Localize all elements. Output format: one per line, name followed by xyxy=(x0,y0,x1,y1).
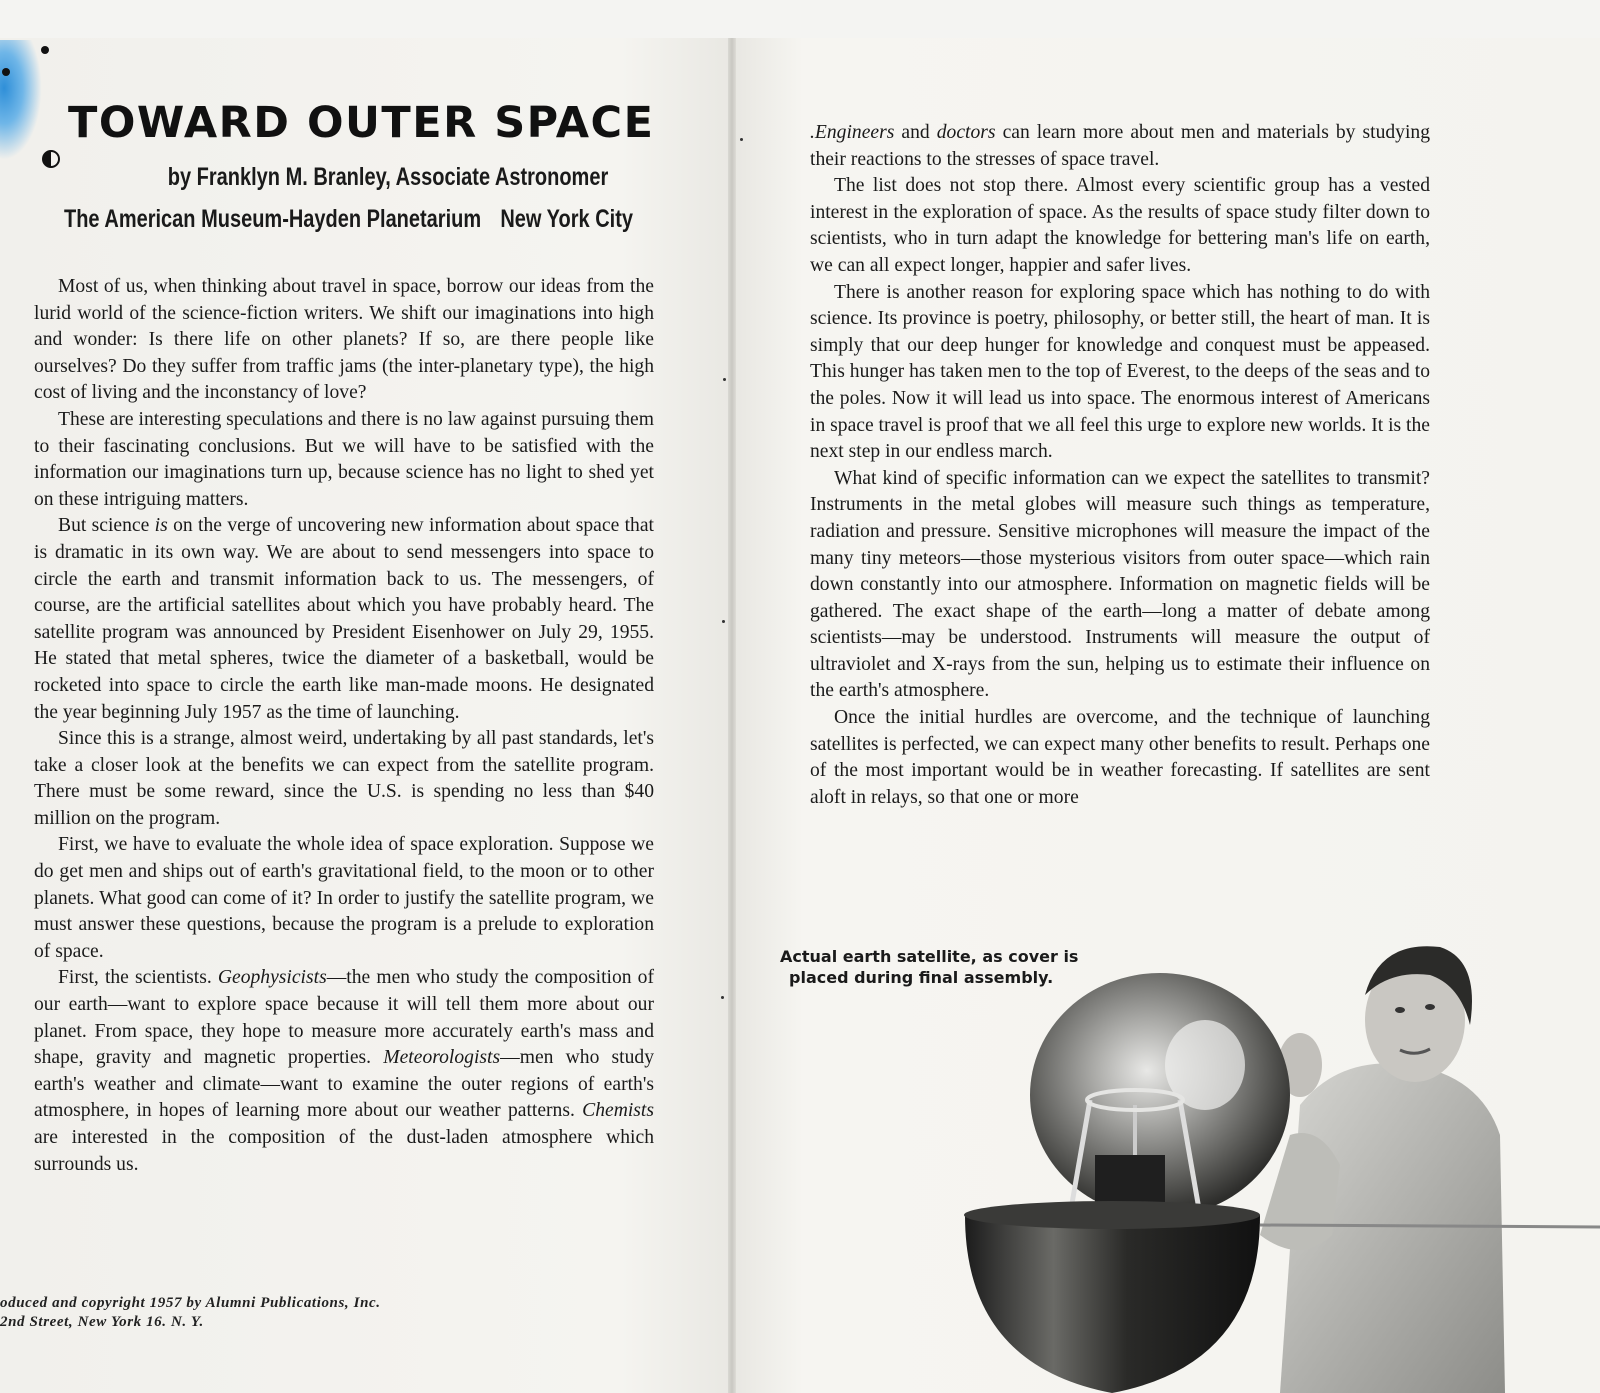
paragraph: What kind of specific information can we expect the satellites to transmit? Instruments in the metal globes will measure such things as temperature, radiation and pressure. Sensitive microphones will measure the impact of the many tiny meteors—those mysterious visitors from outer space—which rain down constantly into our atmosphere. Information on magnetic fields will be gathered. The exact shape of the earth—long a matter of debate among scientists—may be understood. Instruments will measure the output of ultraviolet and X-rays from the sun, helping us to estimate their influence on the earth's atmosphere. xyxy=(810,467,1430,702)
affiliation-institution: The American Museum-Hayden Planetarium xyxy=(64,205,482,233)
edge-mark xyxy=(721,996,724,999)
paragraph: The list does not stop there. Almost every scientific group has a vested interest in the exploration of space. As the results of space study filter down to scientists, who in turn adapt the knowledge for bettering man's life on earth, we can all expect longer, happier and safer lives. xyxy=(810,175,1430,276)
book-gutter xyxy=(728,38,736,1393)
emphasis: is xyxy=(154,515,168,537)
paragraph: .Engineers and doctors can learn more about men and materials by studying their reactions to the stresses of space travel. xyxy=(810,122,1431,170)
edge-mark xyxy=(740,138,743,141)
satellite-assembly-photo xyxy=(960,935,1600,1393)
paragraph: These are interesting speculations and there is no law against pursuing them to their fascinating conclusions. But we will have to be satisfied with the information our imaginations turn up, because science has no light to shed yet on these intriguing matters. xyxy=(34,408,654,510)
antenna-rod xyxy=(1260,1225,1600,1227)
paragraph: Since this is a strange, almost weird, undertaking by all past standards, let's take a closer look at the benefits we can expect from the satellite program. There must be some reward, since the U.S. is spending no less than $40 million on the program. xyxy=(34,728,654,829)
paragraph: First, we have to evaluate the whole idea of space exploration. Suppose we do get men and ships out of earth's gravitational field, to the moon or to other planets. What good can come of it? In order to justify the satellite program, we must answer these questions, because the program is a prelude to exploration of space. xyxy=(34,834,654,962)
emphasis: Meteorologists xyxy=(383,1047,501,1069)
footer-line: 2nd Street, New York 16. N. Y. xyxy=(0,1314,204,1330)
paragraph: Once the initial hurdles are overcome, and the technique of launching satellites is perfected, we can expect many other benefits to result. Perhaps one of the most important would be in weather forecasting. If satellites are sent aloft in relays, so that one or more xyxy=(810,707,1430,808)
emphasis: .Engineers xyxy=(810,122,895,143)
affiliation-city: New York City xyxy=(500,205,633,233)
author-byline: by Franklyn M. Branley, Associate Astronomer xyxy=(167,163,609,191)
moon-phase-icon xyxy=(42,150,60,168)
left-text-column xyxy=(34,274,654,1178)
copyright-footer xyxy=(0,1294,381,1332)
satellite-base xyxy=(965,1215,1260,1393)
right-text-column xyxy=(810,120,1430,811)
edge-mark xyxy=(723,378,726,381)
emphasis: Geophysicists xyxy=(217,967,327,989)
article-title: TOWARD OUTER SPACE xyxy=(68,98,655,148)
ink-dot xyxy=(41,46,49,54)
paragraph: Most of us, when thinking about travel in space, borrow our ideas from the lurid world of the science-fiction writers. We shift our imaginations into high and wonder: Is there life on other planets? If so, are there people like ourselves? Do they suffer from traffic jams (the inter-planetary type), the high cost of living and the inconstancy of love? xyxy=(34,276,654,404)
caption-line: Actual earth satellite, as cover is xyxy=(780,947,1079,966)
paragraph: First, the scientists. Geophysicists—the men who study the composition of our earth—want to explore space because it will tell them more about our planet. From space, they hope to measure more accurately earth's mass and shape, gravity and magnetic properties. Meteorologists—men who study earth's weather and climate—want to examine the outer regions of earth's atmosphere, in hopes of learning more about our weather patterns. Chemists are interested in the composition of the dust-laden atmosphere which surrounds us. xyxy=(34,967,655,1175)
paragraph: But science is on the verge of uncovering new information about space that is dramatic in its own way. We are about to send messengers into space to circle the earth and transmit information back to us. The messengers, of course, are the artificial satellites about which you have probably heard. The satellite program was announced by President Eisenhower on July 29, 1955. He stated that metal spheres, twice the diameter of a basketball, would be rocketed into space to circle the earth like man-made moons. He designated the year beginning July 1957 as the time of launching. xyxy=(34,515,654,723)
paragraph: There is another reason for exploring space which has nothing to do with science. Its province is poetry, philosophy, or better still, the heart of man. It is simply that our deep hunger for knowledge and conquest must be appeased. This hunger has taken men to the top of Everest, to the deeps of the seas and to the poles. Now it will lead us into space. The enormous interest of Americans in space travel is proof that we all feel this urge to explore new worlds. It is the next step in our endless march. xyxy=(810,281,1430,463)
ink-dot xyxy=(2,68,10,76)
emphasis: doctors xyxy=(936,122,996,143)
footer-line: oduced and copyright 1957 by Alumni Publications, Inc. xyxy=(0,1295,381,1311)
edge-mark xyxy=(722,620,725,623)
emphasis: Chemists xyxy=(582,1100,654,1122)
blue-ink-splash xyxy=(0,40,42,160)
author-affiliation xyxy=(64,205,633,234)
caption-line: placed during final assembly. xyxy=(789,968,1054,987)
